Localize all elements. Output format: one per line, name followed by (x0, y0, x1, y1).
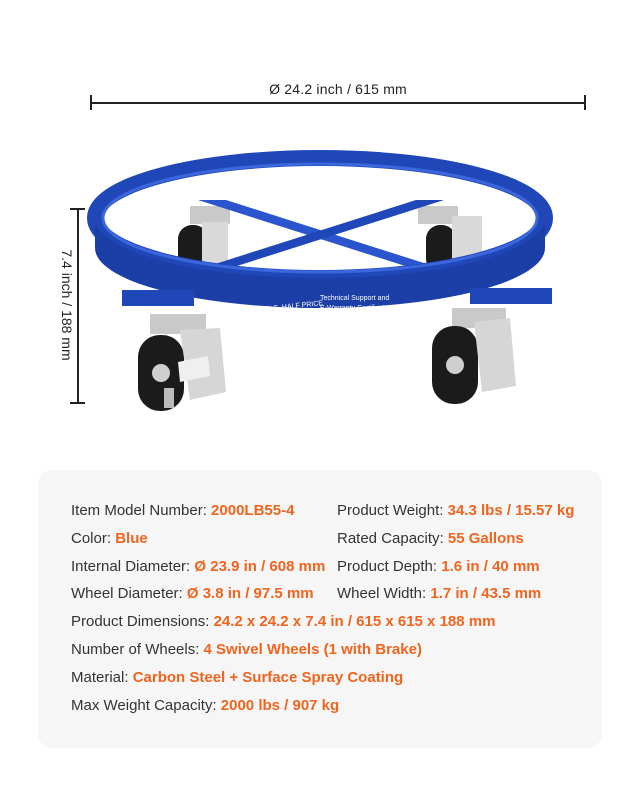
spec-max-weight-capacity (71, 697, 339, 714)
spec-material (71, 669, 403, 686)
diameter-dimension-line (90, 102, 586, 104)
spec-product-weight-value: 34.3 lbs / 15.57 kg (447, 502, 575, 519)
spec-rated-capacity-value: 55 Gallons (447, 530, 524, 547)
height-dimension-line (77, 208, 79, 404)
spec-model-number (71, 502, 294, 519)
spec-internal-diameter-value: Ø 23.9 in / 608 mm (194, 558, 326, 575)
rim-text-left: TOUGH TOOLS, HALF PRICE (227, 300, 324, 317)
spec-rated-capacity-label: Rated Capacity: (337, 530, 448, 547)
diameter-dimension-tick-left (90, 95, 92, 110)
spec-color-value: Blue (115, 530, 148, 547)
spec-number-of-wheels (71, 641, 422, 658)
spec-max-weight-capacity-value: 2000 lbs / 907 kg (220, 697, 340, 714)
spec-color-label: Color: (71, 530, 116, 547)
diameter-label: Ø 24.2 inch / 615 mm (269, 81, 407, 97)
spec-wheel-diameter-label: Wheel Diameter: (71, 585, 187, 602)
spec-number-of-wheels-label: Number of Wheels: (71, 641, 204, 658)
spec-product-depth-value: 1.6 in / 40 mm (441, 558, 540, 575)
spec-material-value: Carbon Steel + Surface Spray Coating (132, 669, 404, 686)
diameter-dimension-tick-right (584, 95, 586, 110)
front-left-brake-caster (138, 314, 226, 411)
spec-product-dimensions-value: 24.2 x 24.2 x 7.4 in / 615 x 615 x 188 mm (213, 613, 496, 630)
height-label: 7.4 inch / 188 mm (59, 249, 75, 361)
spec-number-of-wheels-value: 4 Swivel Wheels (1 with Brake) (203, 641, 422, 658)
diameter-dimension (90, 78, 586, 102)
spec-color (71, 530, 148, 547)
spec-wheel-width-label: Wheel Width: (337, 585, 431, 602)
rim-text-right-line1: Technical Support and (320, 295, 390, 302)
spec-model-number-label: Item Model Number: (71, 502, 212, 519)
spec-internal-diameter (71, 558, 325, 575)
spec-model-number-value: 2000LB55-4 (211, 502, 295, 519)
spec-wheel-diameter-value: Ø 3.8 in / 97.5 mm (186, 585, 314, 602)
spec-product-dimensions-label: Product Dimensions: (71, 613, 214, 630)
spec-wheel-width-value: 1.7 in / 43.5 mm (430, 585, 542, 602)
spec-internal-diameter-label: Internal Diameter: (71, 558, 195, 575)
spec-rated-capacity (337, 530, 524, 547)
front-right-caster (432, 308, 516, 404)
spec-max-weight-capacity-label: Max Weight Capacity: (71, 697, 221, 714)
spec-product-weight-label: Product Weight: (337, 502, 448, 519)
spec-product-depth-label: Product Depth: (337, 558, 442, 575)
rim-text-right-line2: E-Warranty Certificate (320, 305, 389, 312)
spec-product-depth (337, 558, 540, 575)
drum-dolly-image (80, 130, 560, 430)
spec-material-label: Material: (71, 669, 133, 686)
specifications-panel (38, 470, 602, 748)
spec-wheel-diameter (71, 585, 314, 602)
spec-wheel-width (337, 585, 541, 602)
spec-product-weight (337, 502, 574, 519)
spec-product-dimensions (71, 613, 495, 630)
